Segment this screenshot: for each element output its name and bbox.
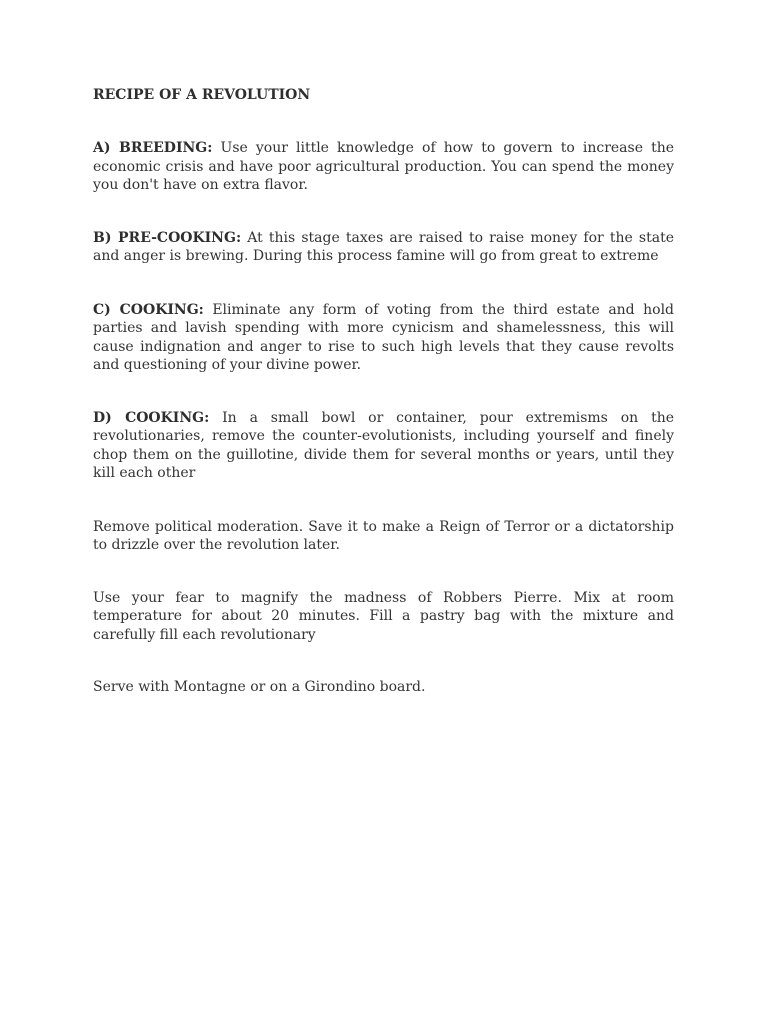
step-cooking: [93, 301, 674, 375]
paragraph-fear: Use your fear to magnify the madness of Robbers Pierre. Mix at room temperature for about 20 minutes. Fill a pastry bag with the mixture and carefully fill each revolutionary: [93, 589, 674, 643]
document-page: [93, 86, 674, 697]
step-pre-cooking: [93, 229, 674, 266]
step-text: Eliminate any form of voting from the third estate and hold parties and lavish spending with more cynicism and shamelessness, this will cause indignation and anger to rise to such high levels that they cause revolts and questioning of your divine power.: [93, 301, 675, 373]
paragraph-moderation: Remove political moderation. Save it to make a Reign of Terror or a dictatorship to drizzle over the revolution later.: [93, 518, 674, 553]
step-text: In a small bowl or container, pour extremisms on the revolutionaries, remove the counter-evolutionists, including yourself and finely chop them on the guillotine, divide them for several months or years, until they kill each other: [93, 409, 675, 481]
step-label: B) PRE-COOKING:: [93, 229, 242, 246]
step-text: At this stage taxes are raised to raise money for the state and anger is brewing. During this process famine will go from great to extreme: [93, 229, 674, 264]
step-cooking-2: [93, 409, 674, 483]
step-label: D) COOKING:: [93, 409, 210, 426]
paragraph-serve: Serve with Montagne or on a Girondino board.: [93, 679, 426, 695]
step-label: C) COOKING:: [93, 301, 204, 318]
document-title: RECIPE OF A REVOLUTION: [93, 87, 311, 103]
step-breeding: [93, 139, 674, 195]
step-label: A) BREEDING:: [93, 140, 213, 156]
step-text: Use your little knowledge of how to govern to increase the economic crisis and have poor agricultural production. You can spend the money you don't have on extra flavor.: [93, 140, 675, 193]
